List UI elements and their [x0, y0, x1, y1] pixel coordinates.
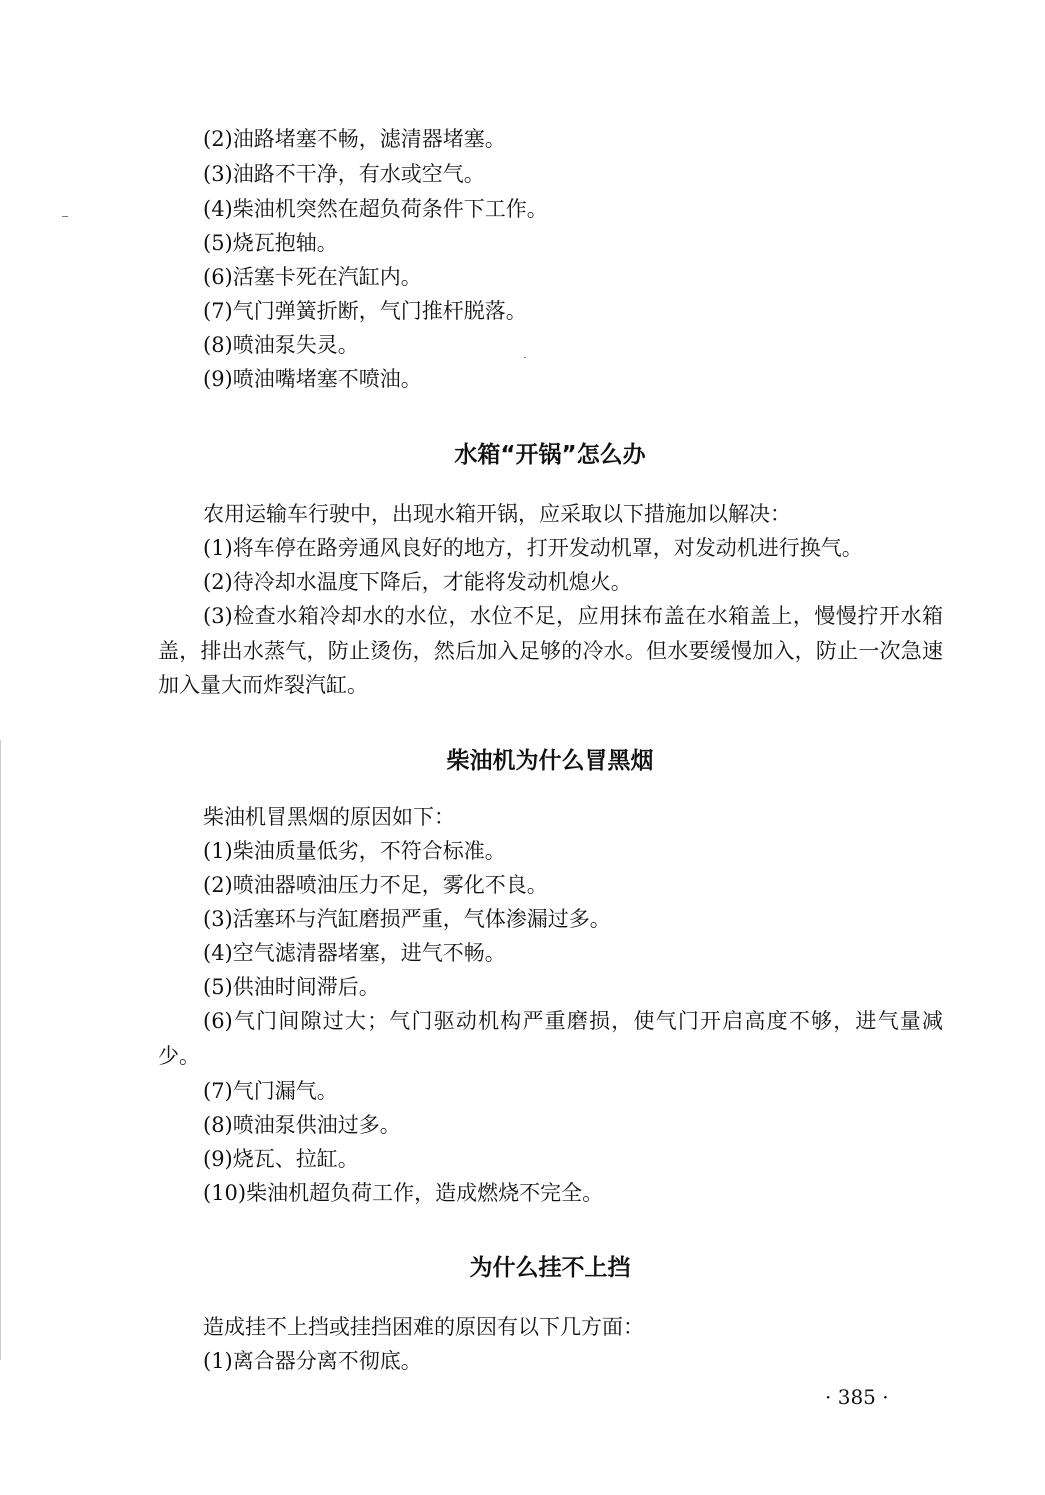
list-item: (5)烧瓦抱轴。 — [203, 231, 338, 255]
list-item: (2)待冷却水温度下降后，才能将发动机熄火。 — [203, 570, 632, 594]
section-heading-black-smoke: 柴油机为什么冒黑烟 — [446, 748, 654, 774]
scan-speck — [62, 216, 68, 217]
list-item: (8)喷油泵供油过多。 — [203, 1113, 401, 1137]
list-item: (1)将车停在路旁通风良好的地方，打开发动机罩，对发动机进行换气。 — [203, 536, 863, 560]
intro-paragraph: 柴油机冒黑烟的原因如下： — [203, 805, 455, 829]
list-item: (3)油路不干净，有水或空气。 — [203, 162, 485, 186]
intro-paragraph: 农用运输车行驶中，出现水箱开锅，应采取以下措施加以解决： — [203, 502, 791, 526]
scan-speck — [524, 357, 526, 358]
list-item-paragraph: (6)气门间隙过大；气门驱动机构严重磨损，使气门开启高度不够，进气量减少。 — [158, 1009, 943, 1068]
list-item: (9)喷油嘴堵塞不喷油。 — [203, 367, 422, 391]
list-item: (4)柴油机突然在超负荷条件下工作。 — [203, 197, 548, 221]
list-item: (4)空气滤清器堵塞，进气不畅。 — [203, 941, 506, 965]
list-item: (6)活塞卡死在汽缸内。 — [203, 265, 422, 289]
scan-edge-line — [0, 740, 1, 1360]
list-item: (5)供油时间滞后。 — [203, 975, 380, 999]
list-item: (1)柴油质量低劣，不符合标准。 — [203, 839, 506, 863]
section-heading-radiator: 水箱“开锅”怎么办 — [454, 442, 646, 468]
list-item: (9)烧瓦、拉缸。 — [203, 1147, 359, 1171]
list-item: (7)气门弹簧折断，气门推杆脱落。 — [203, 299, 527, 323]
list-item: (2)油路堵塞不畅，滤清器堵塞。 — [203, 127, 506, 151]
list-item: (10)柴油机超负荷工作，造成燃烧不完全。 — [203, 1181, 604, 1205]
section-heading-gear: 为什么挂不上挡 — [469, 1255, 631, 1281]
list-item: (8)喷油泵失灵。 — [203, 333, 359, 357]
intro-paragraph: 造成挂不上挡或挂挡困难的原因有以下几方面： — [203, 1315, 644, 1339]
list-item: (3)活塞环与汽缸磨损严重，气体渗漏过多。 — [203, 907, 611, 931]
page-number: · 385 · — [825, 1385, 889, 1409]
list-item: (1)离合器分离不彻底。 — [203, 1349, 422, 1373]
list-item: (7)气门漏气。 — [203, 1079, 338, 1103]
list-item-paragraph: (3)检查水箱冷却水的水位，水位不足，应用抹布盖在水箱盖上，慢慢拧开水箱盖，排出水蒸气，防止烫伤，然后加入足够的冷水。但水要缓慢加入，防止一次急速加入量大而炸裂汽缸。 — [158, 604, 943, 697]
list-item: (2)喷油器喷油压力不足，雾化不良。 — [203, 873, 548, 897]
